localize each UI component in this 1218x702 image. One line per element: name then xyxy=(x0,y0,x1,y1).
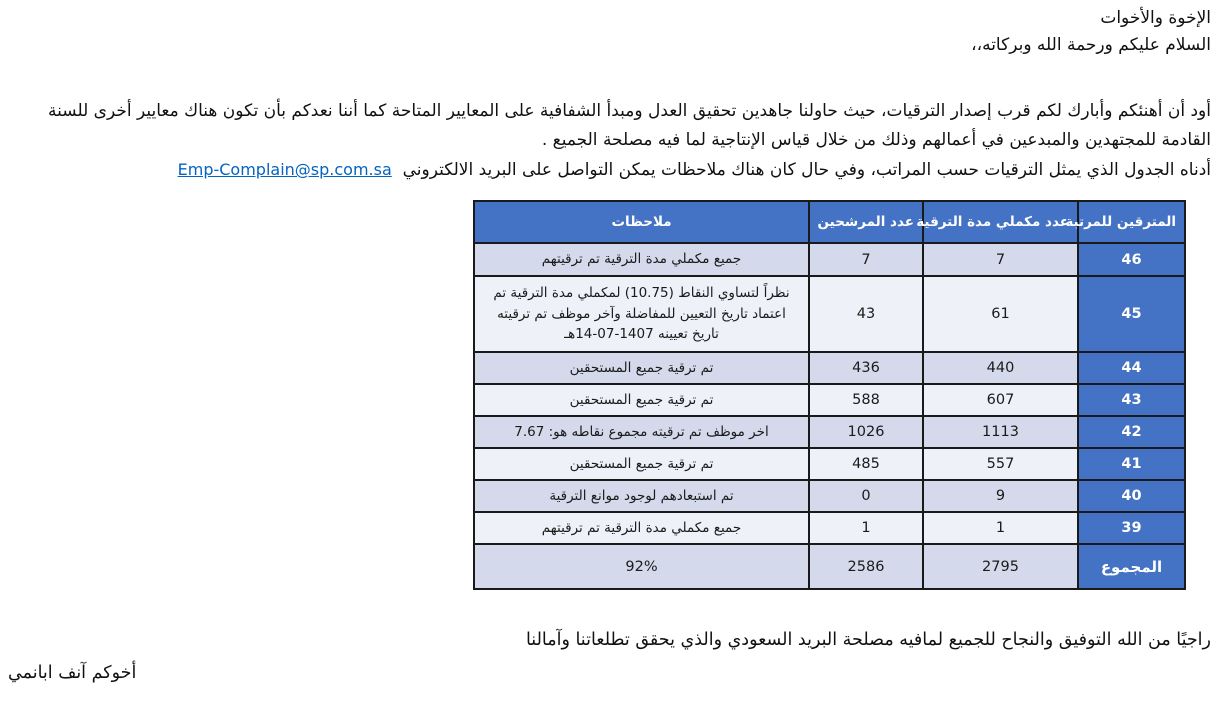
rank-cell: 45 xyxy=(1078,276,1185,352)
rank-cell: 46 xyxy=(1078,243,1185,276)
table-row-43 xyxy=(474,384,1185,416)
completed-cell: 440 xyxy=(923,352,1078,384)
intro-block xyxy=(7,97,1211,185)
candidates-cell: 0 xyxy=(809,480,923,512)
notes-cell: نظراً لتساوي النقاط (10.75) لمكملي مدة الترقية تم اعتماد تاريخ التعيين للمفاضلة وآخر موظف تم ترقيته تاريخ تعيينه 1407-07-14هـ xyxy=(474,276,809,352)
candidates-cell: 43 xyxy=(809,276,923,352)
rank-cell: 42 xyxy=(1078,416,1185,448)
notes-cell: تم ترقية جميع المستحقين xyxy=(474,448,809,480)
greeting-line-1: الإخوة والأخوات xyxy=(1100,8,1211,28)
rank-cell: 39 xyxy=(1078,512,1185,544)
header-rank: المترقين للمرتبة xyxy=(1078,201,1185,243)
total-completed-cell: 2795 xyxy=(923,544,1078,589)
notes-cell: تم ترقية جميع المستحقين xyxy=(474,384,809,416)
rank-cell: 40 xyxy=(1078,480,1185,512)
header-completed: عدد مكملي مدة الترقية xyxy=(923,201,1078,243)
total-candidates-cell: 2586 xyxy=(809,544,923,589)
closing-line: راجيًا من الله التوفيق والنجاح للجميع لمافيه مصلحة البريد السعودي والذي يحقق تطلعاتنا وآمالنا xyxy=(525,630,1211,650)
table-row-40 xyxy=(474,480,1185,512)
table-intro-text: أدناه الجدول الذي يمثل الترقيات حسب المراتب، وفي حال كان هناك ملاحظات يمكن التواصل على البريد الالكتروني xyxy=(402,160,1211,180)
notes-cell: جميع مكملي مدة الترقية تم ترقيتهم xyxy=(474,512,809,544)
candidates-cell: 1 xyxy=(809,512,923,544)
table-row-42 xyxy=(474,416,1185,448)
signature-line: أخوكم آنف ابانمي xyxy=(8,663,137,683)
candidates-cell: 485 xyxy=(809,448,923,480)
completed-cell: 1 xyxy=(923,512,1078,544)
candidates-cell: 7 xyxy=(809,243,923,276)
rank-cell: 43 xyxy=(1078,384,1185,416)
candidates-cell: 436 xyxy=(809,352,923,384)
table-row-39 xyxy=(474,512,1185,544)
header-notes: ملاحظات xyxy=(474,201,809,243)
table-total-row xyxy=(474,544,1185,589)
completed-cell: 7 xyxy=(923,243,1078,276)
table-row-46 xyxy=(474,243,1185,276)
notes-cell: تم ترقية جميع المستحقين xyxy=(474,352,809,384)
table-intro-line xyxy=(7,155,1211,185)
table-row-44 xyxy=(474,352,1185,384)
promotions-table xyxy=(473,200,1186,590)
candidates-cell: 588 xyxy=(809,384,923,416)
table-row-45 xyxy=(474,276,1185,352)
total-percentage-cell: 92% xyxy=(474,544,809,589)
rank-cell: 44 xyxy=(1078,352,1185,384)
notes-cell: اخر موظف تم ترقيته مجموع نقاطه هو: 7.67 xyxy=(474,416,809,448)
completed-cell: 557 xyxy=(923,448,1078,480)
completed-cell: 61 xyxy=(923,276,1078,352)
completed-cell: 1113 xyxy=(923,416,1078,448)
notes-cell: تم استبعادهم لوجود موانع الترقية xyxy=(474,480,809,512)
table-header-row xyxy=(474,201,1185,243)
total-label-cell: المجموع xyxy=(1078,544,1185,589)
completed-cell: 9 xyxy=(923,480,1078,512)
notes-cell: جميع مكملي مدة الترقية تم ترقيتهم xyxy=(474,243,809,276)
intro-paragraph: أود أن أهنئكم وأبارك لكم قرب إصدار الترقيات، حيث حاولنا جاهدين تحقيق العدل ومبدأ الشفافية على المعايير المتاحة كما أننا نعدكم بأن تكون هناك معايير أخرى للسنة القادمة للمجتهدين والمبدعين في أعمالهم وذلك من خلال قياس الإنتاجية لما فيه مصلحة الجميع . xyxy=(48,101,1211,150)
candidates-cell: 1026 xyxy=(809,416,923,448)
greeting-block xyxy=(7,5,1211,59)
header-candidates: عدد المرشحين xyxy=(809,201,923,243)
rank-cell: 41 xyxy=(1078,448,1185,480)
table-row-41 xyxy=(474,448,1185,480)
email-link[interactable]: Emp-Complain@sp.com.sa xyxy=(177,160,392,179)
completed-cell: 607 xyxy=(923,384,1078,416)
greeting-line-2: السلام عليكم ورحمة الله وبركاته،، xyxy=(971,35,1211,55)
